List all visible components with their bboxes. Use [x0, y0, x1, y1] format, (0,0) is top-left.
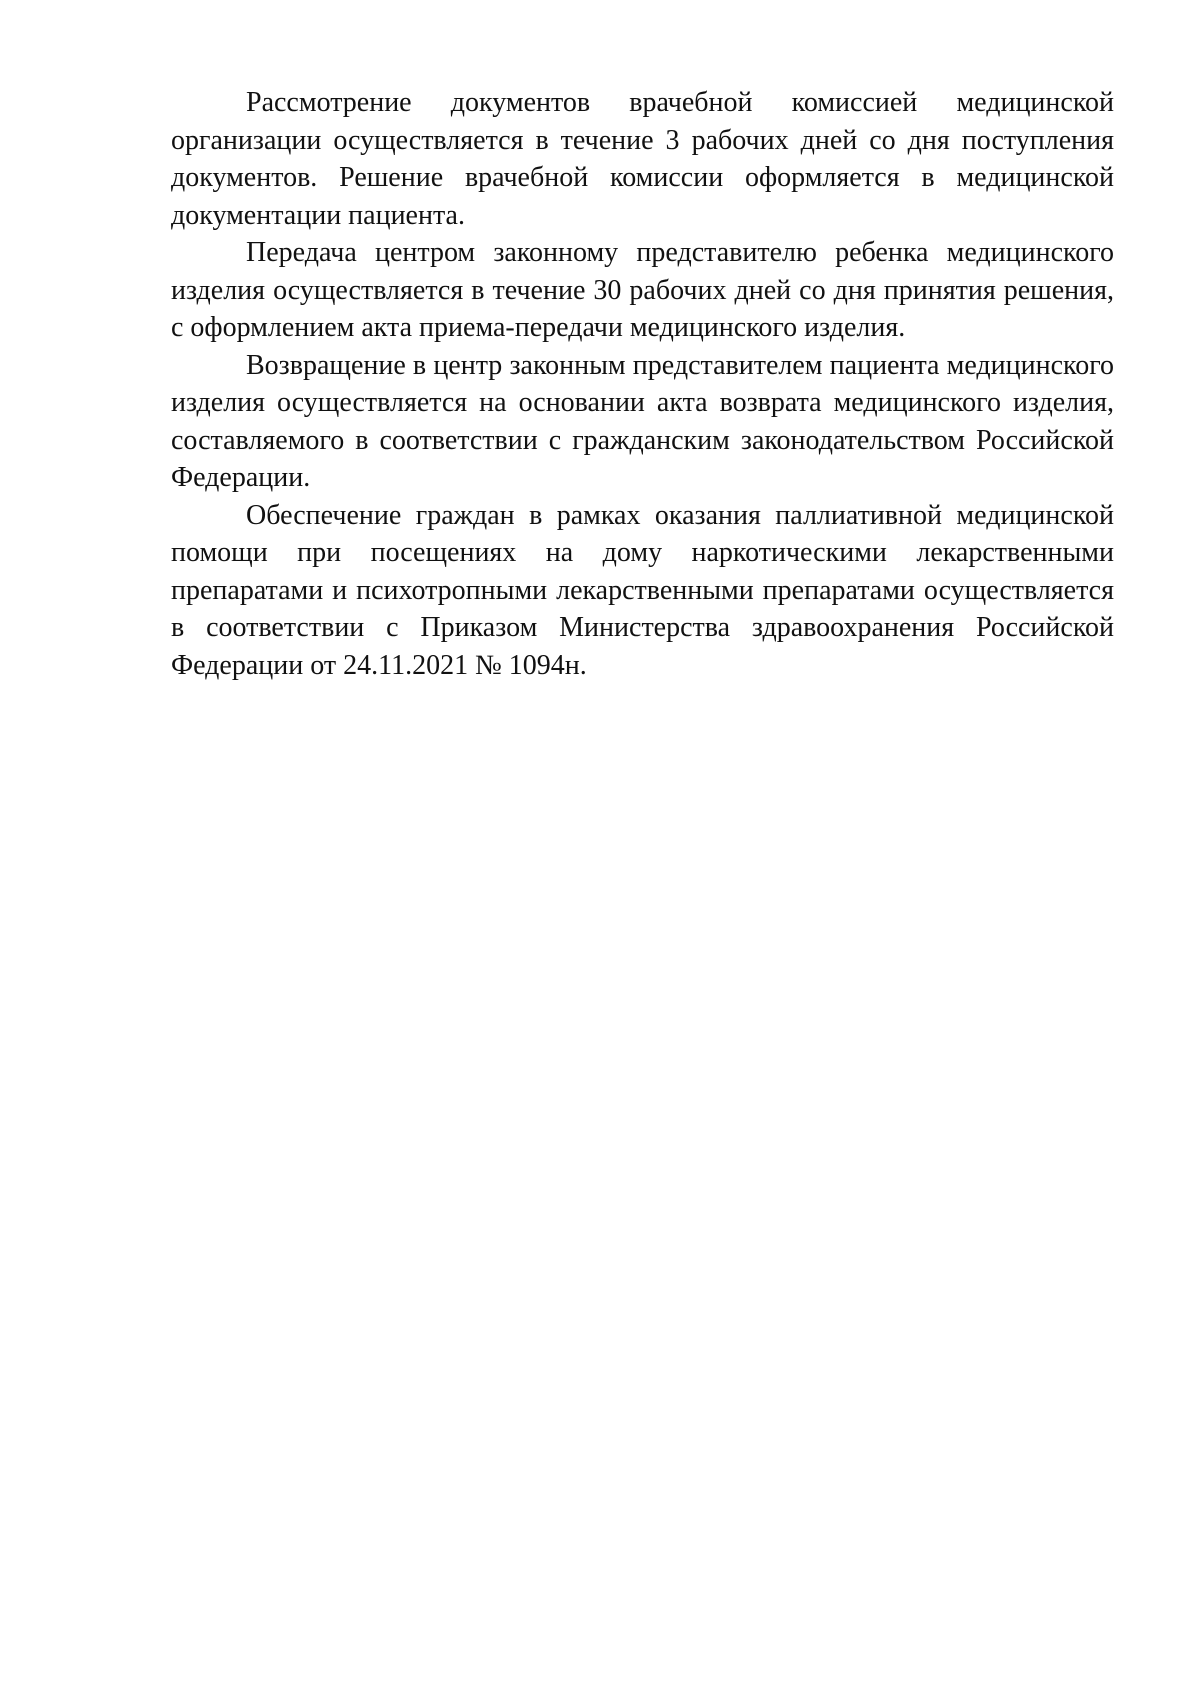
document-body	[171, 84, 1114, 684]
paragraph-device-transfer: Передача центром законному представителю ребенка медицинского изделия осуществляется в течение 30 рабочих дней со дня принятия решения, с оформлением акта приема-передачи медицинского изделия.	[171, 237, 1114, 343]
paragraph-palliative-provision: Обеспечение граждан в рамках оказания паллиативной медицинской помощи при посещениях на дому наркотическими лекарственными препаратами и психотропными лекарственными препаратами осуществляется в соответствии с Приказом Министерства здравоохранения Российской Федерации от 24.11.2021 № 1094н.	[171, 499, 1114, 681]
paragraph-device-return: Возвращение в центр законным представителем пациента медицинского изделия осуществляется на основании акта возврата медицинского изделия, составляемого в соответствии с гражданским законодательством Российской Федерации.	[171, 349, 1114, 493]
paragraph-commission-review: Рассмотрение документов врачебной комиссией медицинской организации осуществляется в течение 3 рабочих дней со дня поступления документов. Решение врачебной комиссии оформляется в медицинской документации пациента.	[171, 87, 1114, 231]
